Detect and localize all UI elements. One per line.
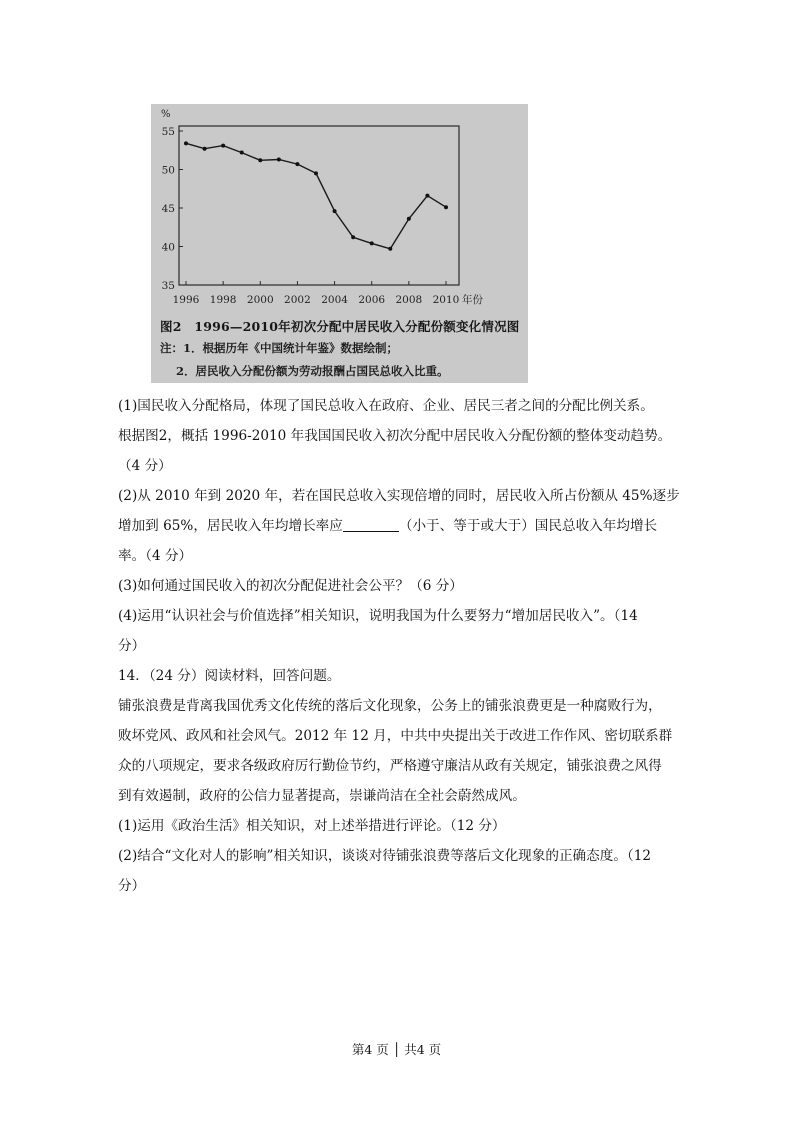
data-point <box>388 247 392 251</box>
x-tick-label: 1996 <box>172 294 200 306</box>
question-13-text <box>118 391 678 901</box>
q2-line-2-start: 增加到 65%，居民收入年均增长率应 <box>118 518 343 534</box>
q1-line-2: 根据图2，概括 1996-2010 年我国国民收入初次分配中居民收入分配份额的整体变动趋势。 <box>118 428 672 444</box>
chart-note-1: 注：1．根据历年《中国统计年鉴》数据绘制； <box>160 341 398 355</box>
data-point <box>370 241 374 245</box>
q14-1-text: (1)运用《政治生活》相关知识，对上述举措进行评论。（12 分） <box>118 818 506 834</box>
x-tick-label: 2008 <box>395 294 423 306</box>
q14-2-line-2: 分） <box>118 878 146 894</box>
q2-line-2 <box>118 511 678 541</box>
x-tick-label: 2004 <box>321 294 348 306</box>
chart-caption: 图2 1996—2010年初次分配中居民收入分配份额变化情况图 <box>160 319 520 334</box>
data-point <box>444 205 448 209</box>
data-point <box>258 158 262 162</box>
q4-line-2: 分） <box>118 638 146 654</box>
y-tick-label: 50 <box>161 164 175 177</box>
q1-line-3: （4 分） <box>118 458 172 474</box>
q1-line-1: (1)国民收入分配格局，体现了国民总收入在政府、企业、居民三者之间的分配比例关系。 <box>118 398 654 414</box>
q14-title: 14．（24 分）阅读材料，回答问题。 <box>118 668 341 684</box>
x-tick-label: 1998 <box>209 294 237 306</box>
y-unit-label: % <box>161 109 171 120</box>
data-point <box>333 209 337 213</box>
material-line-4: 到有效遏制，政府的公信力显著提高，崇谦尚洁在全社会蔚然成风。 <box>118 788 526 804</box>
q3-text: (3)如何通过国民收入的初次分配促进社会公平？（6 分） <box>118 578 463 594</box>
chart-note-2: 2．居民收入分配份额为劳动报酬占国民总收入比重。 <box>176 364 449 378</box>
data-point <box>240 151 244 155</box>
answer-blank[interactable] <box>343 517 399 532</box>
x-tick-label: 2006 <box>358 294 386 306</box>
y-tick-label: 45 <box>161 203 175 215</box>
q14-2-line-1: (2)结合“文化对人的影响”相关知识，谈谈对待铺张浪费等落后文化现象的正确态度。（12 <box>118 848 652 864</box>
material-line-2: 败坏党风、政风和社会风气。2012 年 12 月，中共中央提出关于改进工作作风、密切联系群 <box>118 728 673 744</box>
x-unit-label: 年份 <box>462 294 483 306</box>
data-point <box>277 157 281 161</box>
data-point <box>295 162 299 166</box>
data-point <box>221 144 225 148</box>
x-tick-label: 2002 <box>284 294 311 306</box>
line-chart <box>151 104 528 314</box>
income-share-chart-figure <box>151 104 528 383</box>
q2-line-3: 率。（4 分） <box>118 548 193 564</box>
data-point <box>425 194 429 198</box>
y-tick-label: 40 <box>161 241 175 254</box>
data-point <box>184 141 188 145</box>
q2-line-2-end: （小于、等于或大于）国民总收入年均增长 <box>398 518 658 534</box>
data-point <box>203 147 207 151</box>
material-line-3: 众的八项规定，要求各级政府厉行勤俭节约，严格遵守廉洁从政有关规定，铺张浪费之风得 <box>118 758 662 774</box>
q4-line-1: (4)运用“认识社会与价值选择”相关知识，说明我国为什么要努力“增加居民收入”。（14 <box>118 608 638 624</box>
series-line <box>186 143 446 249</box>
data-point <box>351 235 355 239</box>
x-tick-label: 2000 <box>246 294 274 306</box>
data-point <box>407 217 411 221</box>
y-tick-label: 35 <box>161 280 175 292</box>
material-line-1: 铺张浪费是背离我国优秀文化传统的落后文化现象，公务上的铺张浪费更是一种腐败行为， <box>118 698 662 714</box>
data-point <box>314 171 318 175</box>
y-tick-label: 55 <box>161 126 175 138</box>
page-footer: 第4 页 │ 共4 页 <box>351 1042 442 1057</box>
plot-frame <box>179 126 459 285</box>
x-tick-label: 2010 <box>432 294 460 306</box>
q2-line-1: (2)从 2010 年到 2020 年，若在国民总收入实现倍增的同时，居民收入所占份额从 45%逐步 <box>118 488 680 504</box>
